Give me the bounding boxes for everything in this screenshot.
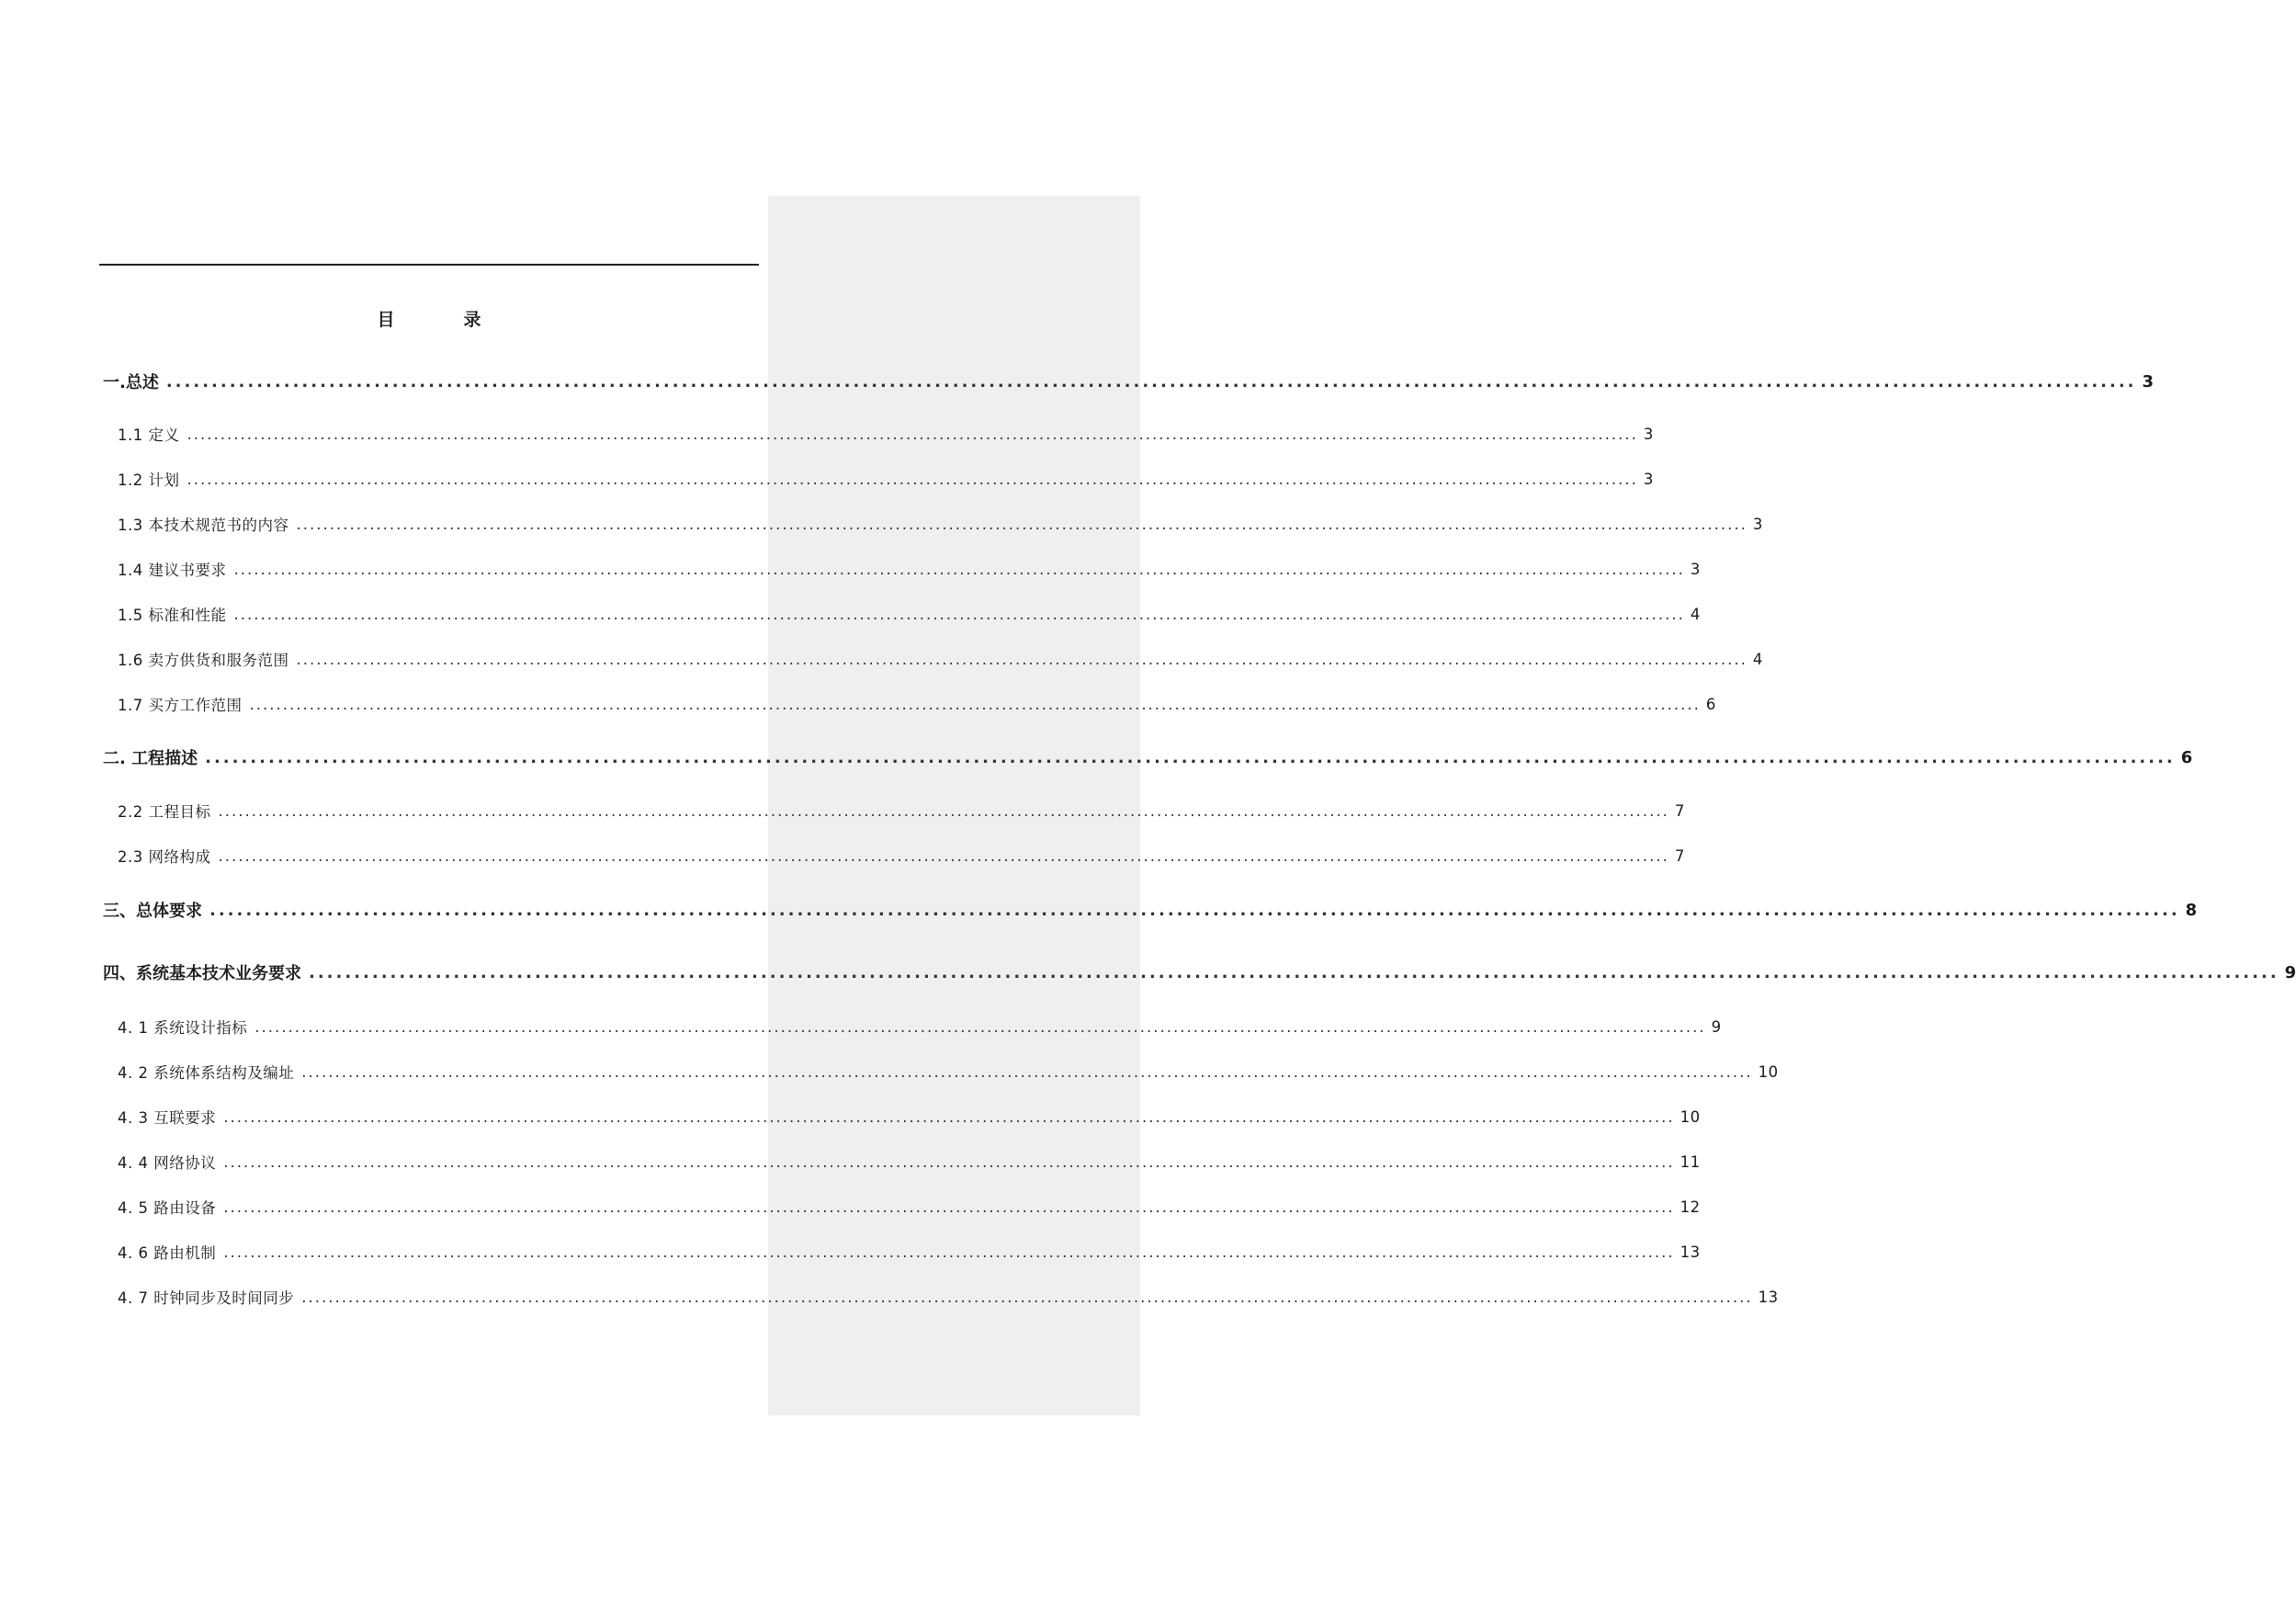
toc-entry[interactable] xyxy=(99,1283,1779,1311)
toc-entry[interactable] xyxy=(99,797,1685,824)
toc-entry-label: 一.总述 xyxy=(103,373,159,392)
toc-leader: .......................................................................................................................................................................................................................... xyxy=(223,1152,1675,1171)
toc-entry[interactable] xyxy=(99,1103,1701,1130)
toc-leader: .......................................................................................................................................................................................................................... xyxy=(187,470,1638,488)
header-rule xyxy=(99,264,759,266)
toc-entry-label: 1.5 标准和性能 xyxy=(118,607,227,624)
toc-entry-label: 三、总体要求 xyxy=(103,902,202,921)
toc-entry[interactable] xyxy=(99,420,1654,448)
toc-entry[interactable] xyxy=(99,842,1685,869)
toc-leader: .......................................................................................................................................................................................................................... xyxy=(165,371,2137,392)
toc-page-number: 12 xyxy=(1680,1198,1701,1216)
toc-leader: .......................................................................................................................................................................................................................... xyxy=(205,747,2176,767)
toc-page-number: 3 xyxy=(1643,425,1654,443)
toc-entry-label: 4. 7 时钟同步及时间同步 xyxy=(118,1289,295,1307)
toc-entry-label: 1.4 建议书要求 xyxy=(118,562,227,579)
toc-entry[interactable] xyxy=(99,368,2155,395)
toc-page-number: 7 xyxy=(1674,801,1685,820)
toc-page-number: 7 xyxy=(1674,846,1685,865)
toc-entry[interactable] xyxy=(99,1058,1779,1085)
toc-leader: .......................................................................................................................................................................................................................... xyxy=(223,1198,1675,1216)
toc-leader: .......................................................................................................................................................................................................................... xyxy=(296,515,1747,533)
toc-title: 目 录 xyxy=(377,310,507,330)
toc-entry[interactable] xyxy=(99,744,2193,771)
toc-page-number: 13 xyxy=(1758,1288,1779,1306)
toc-entry-label: 4. 1 系统设计指标 xyxy=(118,1019,248,1037)
toc-entry[interactable] xyxy=(99,510,1763,538)
toc-entry-label: 4. 6 路由机制 xyxy=(118,1244,217,1262)
toc-page-number: 11 xyxy=(1680,1152,1701,1171)
toc-entry-label: 4. 2 系统体系结构及编址 xyxy=(118,1064,295,1082)
toc-page-number: 9 xyxy=(2284,962,2296,982)
toc-leader: .......................................................................................................................................................................................................................... xyxy=(301,1062,1753,1081)
toc-page-number: 6 xyxy=(2180,747,2193,767)
toc-page-number: 3 xyxy=(1690,560,1701,578)
toc-entry-label: 4. 3 互联要求 xyxy=(118,1109,217,1127)
toc-leader: .......................................................................................................................................................................................................................... xyxy=(296,650,1747,668)
toc-entry-label: 1.1 定义 xyxy=(118,426,180,444)
toc-entry[interactable] xyxy=(99,1238,1701,1266)
toc-entry-label: 二. 工程描述 xyxy=(103,749,198,768)
toc-leader: .......................................................................................................................................................................................................................... xyxy=(209,900,2180,920)
toc-leader: .......................................................................................................................................................................................................................... xyxy=(309,962,2279,982)
toc-entry-label: 2.3 网络构成 xyxy=(118,848,211,866)
toc-entry[interactable] xyxy=(99,1013,1722,1040)
toc-entry[interactable] xyxy=(99,645,1763,673)
toc-entry[interactable] xyxy=(99,1193,1701,1220)
toc-leader: .......................................................................................................................................................................................................................... xyxy=(249,695,1701,713)
toc-leader: .......................................................................................................................................................................................................................... xyxy=(187,425,1638,443)
toc-page-number: 3 xyxy=(1752,515,1763,533)
toc-page-number: 4 xyxy=(1752,650,1763,668)
toc-page-number: 10 xyxy=(1758,1062,1779,1081)
toc-entry[interactable] xyxy=(99,690,1716,718)
toc-page-number: 13 xyxy=(1680,1243,1701,1261)
toc-entry[interactable] xyxy=(99,1148,1701,1175)
toc-entry-label: 1.6 卖方供货和服务范围 xyxy=(118,652,289,669)
toc-leader: .......................................................................................................................................................................................................................... xyxy=(218,801,1669,820)
toc-page-number: 9 xyxy=(1711,1017,1722,1036)
toc-leader: .......................................................................................................................................................................................................................... xyxy=(223,1243,1675,1261)
toc-entry-label: 四、系统基本技术业务要求 xyxy=(103,964,301,983)
toc-entry-label: 2.2 工程目标 xyxy=(118,803,211,821)
toc-leader: .......................................................................................................................................................................................................................... xyxy=(218,846,1669,865)
toc-page-number: 10 xyxy=(1680,1107,1701,1126)
toc-leader: .......................................................................................................................................................................................................................... xyxy=(301,1288,1753,1306)
toc-leader: .......................................................................................................................................................................................................................... xyxy=(233,560,1685,578)
toc-entry[interactable] xyxy=(99,465,1654,493)
toc-entry-label: 1.7 买方工作范围 xyxy=(118,697,243,714)
toc-page-number: 3 xyxy=(2142,371,2155,392)
toc-entry-label: 4. 5 路由设备 xyxy=(118,1199,217,1217)
toc-entry[interactable] xyxy=(99,959,2296,986)
toc-leader: .......................................................................................................................................................................................................................... xyxy=(233,605,1685,623)
toc-page-number: 4 xyxy=(1690,605,1701,623)
toc-entry-label: 1.2 计划 xyxy=(118,471,180,489)
toc-entry[interactable] xyxy=(99,600,1701,628)
toc-entry-label: 4. 4 网络协议 xyxy=(118,1154,217,1172)
toc-page-number: 3 xyxy=(1643,470,1654,488)
toc-page-number: 6 xyxy=(1705,695,1716,713)
toc-page-number: 8 xyxy=(2185,900,2198,920)
toc-entry-label: 1.3 本技术规范书的内容 xyxy=(118,517,289,534)
toc-leader: .......................................................................................................................................................................................................................... xyxy=(223,1107,1675,1126)
toc-leader: .......................................................................................................................................................................................................................... xyxy=(254,1017,1706,1036)
toc-entry[interactable] xyxy=(99,896,2198,924)
toc-entry[interactable] xyxy=(99,555,1701,583)
